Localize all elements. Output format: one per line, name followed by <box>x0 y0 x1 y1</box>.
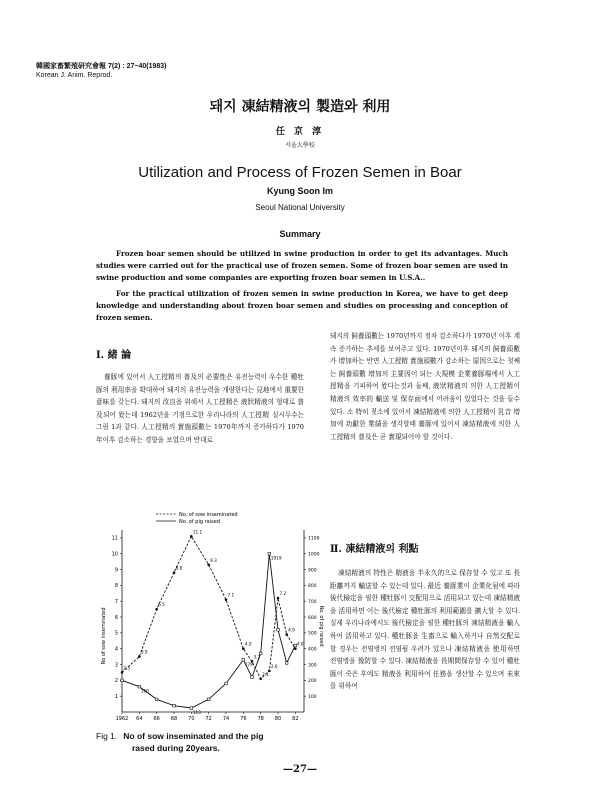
data-label-inseminated: 8.8 <box>175 565 183 571</box>
data-label-pig: 113 <box>192 710 201 716</box>
x-tick-label: 74 <box>222 716 230 722</box>
y-right-tick-label: 200 <box>308 679 317 685</box>
y-left-tick-label: 6 <box>114 614 118 621</box>
data-label-pig: 179 <box>244 661 253 667</box>
data-label-inseminated: 2.6 <box>270 663 278 669</box>
journal-header <box>36 62 167 80</box>
summary-heading: Summary <box>279 229 321 239</box>
figure-caption-line-2: rased during 20years. <box>132 743 220 753</box>
figure-caption-label: Fig 1. <box>96 731 118 741</box>
section-1-heading: Ⅰ. 緒 論 <box>96 350 132 361</box>
data-point-inseminated <box>225 598 228 601</box>
data-point-pig <box>294 644 297 647</box>
x-tick-label: 66 <box>153 716 160 722</box>
y-right-tick-label: 300 <box>308 663 317 669</box>
data-label-inseminated: 4.0 <box>296 641 304 647</box>
data-label-pig: 160 <box>140 688 149 694</box>
x-tick-label: 70 <box>188 716 195 722</box>
data-point-pig <box>121 679 124 682</box>
section-1-paragraph: 養豚에 있어서 人工授精의 普及의 必要性은 유전능력이 우수한 種牡豚의 利用率을 확대하여 돼지의 유전능력을 개량한다는 見地에서 重要한 意味를 갖는다. 돼지의 改良을 위해서 人工授精은 液狀精液의 형태로 普及되어 왔는데 1962년을 기점으로한 우리나라의 人工授精 실시두수는 그림 1과 같다. 人工授精의 實施頭數는 1970年까지 증가하다가 1970年이후 감소하는 경향을 보였으며 반대로 <box>96 373 304 444</box>
data-point-inseminated <box>190 535 193 538</box>
x-tick-label: 72 <box>205 716 212 722</box>
data-label-inseminated: 11.1 <box>192 529 203 535</box>
y-left-tick-label: 4 <box>114 646 118 653</box>
paper-title-korean: 돼지 凍結精液의 製造와 利用 <box>209 99 391 115</box>
data-label-inseminated: 4.9 <box>288 627 295 633</box>
paper-title-english: Utilization and Process of Frozen Semen in Boar <box>138 164 462 181</box>
data-point-inseminated <box>173 571 176 574</box>
abstract <box>96 248 508 328</box>
data-point-inseminated <box>242 647 245 650</box>
page-number: —27— <box>283 764 317 775</box>
x-tick-label: 78 <box>257 716 264 722</box>
data-point-pig <box>225 682 228 685</box>
section-2-heading: Ⅱ. 凍結精液의 利點 <box>330 544 419 555</box>
x-tick-label: 80 <box>274 716 282 722</box>
data-point-pig <box>251 676 254 679</box>
data-point-pig <box>138 685 141 688</box>
data-label-inseminated: 6.5 <box>158 602 165 608</box>
data-point-pig <box>173 704 176 707</box>
x-tick-label: 68 <box>170 716 178 722</box>
y-left-tick-label: 8 <box>114 583 118 590</box>
section-2-body <box>330 567 520 693</box>
y-left-tick-label: 11 <box>111 535 118 542</box>
affiliation-english: Seoul National University <box>255 203 345 212</box>
chart-series <box>121 529 304 715</box>
y-left-tick-label: 1 <box>114 693 118 700</box>
x-tick-label: 64 <box>136 716 143 722</box>
section-2 <box>330 540 520 693</box>
data-label-inseminated: 2.1 <box>262 671 269 677</box>
y-left-tick-label: 2 <box>114 678 118 685</box>
affiliation-korean: 서울大學校 <box>285 142 315 149</box>
figure-caption <box>96 730 306 754</box>
section-2-paragraph: 凍結精液의 特性은 精液을 半永久的으로 保存할 수 있고 또 長距離까지 輸送할 수 있는데 있다. 最近 養豚業이 企業化됨에 따라 後代檢定을 필한 種牡豚이 交配用으로 活用되고 있는데 凍結精液을 活用하면 이는 後代檢定 種牡豚의 利用範圍를 擴大할 수 있다. 실제 우리나라에서도 後代檢定을 필한 種牡豚의 凍結精液을 輸入하여 活用하고 있다. 種牡豚을 生畜으로 輸入하거나 自然交配로 할 경우는 전염병의 전염될 우려가 있으나 凍結精液을 使用하면 전염병을 豫防할 수 있다. 凍結精液을 長期間保存할 수 있어 種牡豚이 죽은 후에도 精液을 利用하여 任務을 생산할 수 있으며 未來를 위하여 <box>330 569 520 691</box>
y-right-tick-label: 500 <box>308 631 317 637</box>
y-right-tick-label: 600 <box>308 615 317 621</box>
data-label-pig: 1919 <box>270 555 282 561</box>
y-right-tick-label: 400 <box>308 647 317 653</box>
y-left-tick-label: 5 <box>114 630 118 637</box>
data-point-inseminated <box>207 564 210 567</box>
data-point-inseminated <box>277 597 280 600</box>
data-point-inseminated <box>138 655 141 658</box>
y-axis-left-label: No of sow inseminated <box>101 607 107 665</box>
journal-title-korean: 韓國家畜繁殖研究會報 7(2) : 27~40(1983) <box>36 63 167 70</box>
data-point-pig <box>259 652 262 655</box>
data-point-inseminated <box>285 633 288 636</box>
data-label-inseminated: 7.1 <box>227 592 235 598</box>
data-point-pig <box>207 698 210 701</box>
section-1-body <box>96 371 304 447</box>
data-label-inseminated: 3.9 <box>140 649 148 655</box>
y-right-tick-label: 100 <box>308 694 317 700</box>
y-left-tick-label: 3 <box>114 662 118 669</box>
y-right-tick-label: 1100 <box>308 536 320 542</box>
data-point-pig <box>190 707 193 710</box>
author-english: Kyung Soon Im <box>267 186 333 196</box>
data-point-inseminated <box>268 670 271 673</box>
right-column-text <box>330 330 520 443</box>
y-right-tick-label: 1000 <box>308 552 320 558</box>
abstract-paragraph-2: For the practical utilization of frozen semen in swine production in Korea, we have to get deep knowledge and understanding about frozen boar semen and studies on processing and conception of frozen semen. <box>96 289 508 322</box>
x-tick-label: 1962 <box>115 716 129 722</box>
y-left-tick-label: 10 <box>111 551 118 558</box>
data-point-inseminated <box>155 608 158 611</box>
data-point-pig <box>285 662 288 665</box>
data-label-inseminated: 4.0 <box>244 641 252 647</box>
series-line-pig <box>122 554 295 708</box>
data-label-inseminated: 9.3 <box>210 557 217 563</box>
y-right-tick-label: 700 <box>308 600 317 606</box>
legend-label-pig: No. of pig raised <box>179 519 220 525</box>
chart-legend <box>156 512 238 525</box>
data-label-inseminated: 3.2 <box>253 654 261 660</box>
data-point-pig <box>277 628 280 631</box>
y-axis-right-label: No. of pig raised <box>318 605 324 647</box>
right-column-paragraph: 돼지의 飼養頭數는 1970년까지 점차 감소하다가 1970년 이후 계속 증가하는 추세를 보여주고 있다. 1970년이후 돼지의 飼養頭數가 增加하는 반면 人工授精 實施頭數가 감소하는 原因으로는 첫째는 飼養頭數 增加의 主要因이 되는 大規模 企業養豚場에서 人工授精을 기피하여 왔다는것과 둘째, 液狀精液의 의한 人工授精이 精液의 效率的 輸送 및 保存面에서 어려움이 있었다는 것을 들수있다. 소 特히 젖소에 있어서 凍結精液에 의한 人工授精이 乳音 增加에 功獻한 業績을 생각할때 養豚에 있어서 凍結精液에 의한 人工授精의 普及은 곧 實現되어야 할 것이다. <box>330 332 520 441</box>
pig-insemination-chart <box>96 506 328 728</box>
legend-label-inseminated: No. of sow inseminated <box>179 512 238 518</box>
y-left-tick-label: 7 <box>114 599 118 606</box>
data-point-pig <box>155 698 158 701</box>
y-left-tick-label: 9 <box>114 567 118 574</box>
data-label-inseminated: 2.5 <box>123 665 131 671</box>
y-right-tick-label: 800 <box>308 584 317 590</box>
data-point-inseminated <box>121 671 124 674</box>
data-point-inseminated <box>259 677 262 680</box>
abstract-paragraph-1: Frozen boar semen should be utilized in swine production in order to get its advantages. Much studies were carried out for the practical use of frozen semen. Some of frozen boar semen are used in swine production and some companies are exporting frozen boar semen in U.S.A.. <box>96 249 508 282</box>
x-tick-label: 76 <box>240 716 247 722</box>
data-point-pig <box>242 658 245 661</box>
section-1 <box>96 346 304 447</box>
journal-title-english: Korean J. Anim. Reprod. <box>36 72 113 79</box>
y-right-tick-label: 900 <box>308 568 317 574</box>
data-point-pig <box>268 552 271 555</box>
figure-caption-line-1: No of sow inseminated and the pig <box>123 731 264 741</box>
x-tick-label: 82 <box>292 716 299 722</box>
author-korean: 任 京 淳 <box>275 127 325 137</box>
figure-1 <box>96 506 328 728</box>
data-label-inseminated: 7.2 <box>279 591 287 597</box>
